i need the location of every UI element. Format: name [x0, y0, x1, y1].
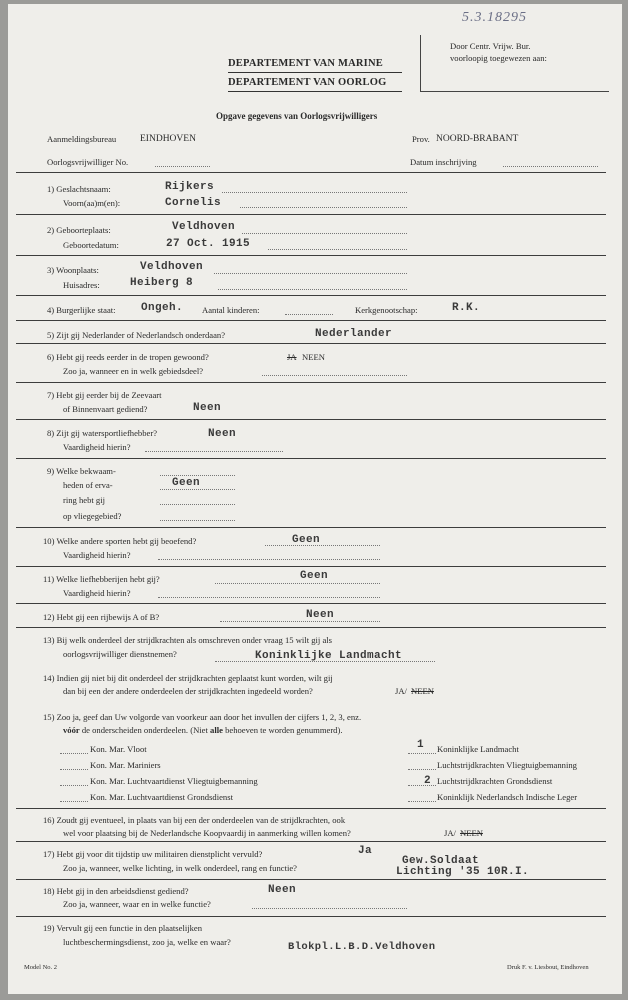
q15-right-option: Luchtstrijdkrachten Grondsdienst	[437, 776, 553, 786]
q16-label-2: wel voor plaatsing bij de Nederlandsche Koopvaardij in aanmerking willen komen?	[63, 828, 351, 838]
q7-label: 7) Hebt gij eerder bij de Zeevaart	[47, 390, 162, 400]
q15-number-2: 2	[424, 775, 432, 787]
q9-line-2	[160, 489, 235, 490]
bureau-value: EINDHOVEN	[140, 134, 196, 144]
rule	[16, 603, 606, 604]
dept-underline-2	[228, 91, 402, 92]
rule	[16, 458, 606, 459]
q13-line	[215, 661, 435, 662]
q15-label: 15) Zoo ja, geef dan Uw volgorde van voorkeur aan door het invullen der cijfers 1, 2, 3, enz.	[43, 712, 362, 722]
q18-answer: Neen	[268, 884, 297, 896]
q15-right-option: Koninklijk Nederlandsch Indische Leger	[437, 792, 578, 802]
q15-number-1: 1	[417, 739, 425, 751]
q12-label: 12) Hebt gij een rijbewijs A of B?	[43, 612, 160, 622]
rule	[16, 172, 606, 173]
q10-label: 10) Welke andere sporten hebt gij beoefend?	[43, 536, 197, 546]
q15-voor: vóór	[63, 725, 80, 735]
q15-right-option: Luchtstrijdkrachten Vliegtuigbemanning	[437, 760, 577, 770]
q17-label-2: Zoo ja, wanneer, welke lichting, in welk onderdeel, rang en functie?	[63, 863, 297, 873]
q15-left-option: Kon. Mar. Vloot	[90, 744, 147, 754]
q10-label-2: Vaardigheid hierin?	[63, 550, 131, 560]
q15-left-line	[60, 769, 88, 770]
q12-line	[220, 621, 380, 622]
volunteer-no-line	[155, 166, 210, 167]
q16-answer: JA/	[444, 828, 456, 838]
q10-line	[265, 545, 380, 546]
q11-line	[215, 583, 380, 584]
q18-label: 18) Hebt gij in den arbeidsdienst gediend?	[43, 886, 189, 896]
q3-line	[214, 273, 407, 274]
q1-firstname: Cornelis	[165, 197, 222, 209]
q15-right-line	[408, 753, 436, 754]
q14-label-2: dan bij een der andere onderdeelen der strijdkrachten ingedeeld worden?	[63, 686, 313, 696]
q15-right-option: Koninklijke Landmacht	[437, 744, 519, 754]
q7-answer: Neen	[193, 402, 222, 414]
q10-answer: Geen	[292, 534, 321, 546]
q15-left-option: Kon. Mar. Luchtvaartdienst Grondsdienst	[90, 792, 233, 802]
datum-line	[503, 166, 598, 167]
centr-line-2: voorloopig toegewezen aan:	[450, 53, 547, 63]
rule	[16, 527, 606, 528]
q14-struck: NEEN	[411, 686, 434, 696]
rule	[16, 255, 606, 256]
q3-label: 3) Woonplaats:	[47, 265, 99, 275]
q4-religion: R.K.	[452, 302, 481, 314]
q13-label: 13) Bij welk onderdeel der strijdkrachten als omschreven onder vraag 15 wilt gij als	[43, 635, 332, 645]
q15-label-2	[63, 725, 342, 735]
q15-right-line	[408, 801, 436, 802]
prov-label: Prov.	[412, 134, 430, 144]
rule	[16, 419, 606, 420]
q4-children-line	[285, 314, 333, 315]
q3-address: Heiberg 8	[130, 277, 194, 289]
q17-lichting: Lichting '35 10R.I.	[396, 866, 530, 878]
rule	[16, 879, 606, 880]
q9-label: 9) Welke bekwaam-	[47, 466, 116, 476]
dept-oorlog: DEPARTEMENT VAN OORLOG	[228, 77, 387, 88]
q5-label: 5) Zijt gij Nederlander of Nederlandsch onderdaan?	[47, 330, 226, 340]
q15-left-line	[60, 753, 88, 754]
q15-left-option: Kon. Mar. Luchtvaartdienst Vliegtuigbemanning	[90, 776, 258, 786]
q9-line	[160, 475, 235, 476]
rule	[16, 916, 606, 917]
centr-line-1: Door Centr. Vrijw. Bur.	[450, 41, 531, 51]
rule	[16, 627, 606, 628]
q15-text-b: behoeven te worden genummerd).	[225, 725, 343, 735]
q8-label-2: Vaardigheid hierin?	[63, 442, 131, 452]
q17-label: 17) Hebt gij voor dit tijdstip uw militairen dienstplicht vervuld?	[43, 849, 263, 859]
q6-label: 6) Hebt gij reeds eerder in de tropen gewoond?	[47, 352, 209, 362]
q2-label-2: Geboortedatum:	[63, 240, 119, 250]
q4-marital-status: Ongeh.	[141, 302, 184, 314]
q13-answer: Koninklijke Landmacht	[255, 650, 403, 662]
q4-children-label: Aantal kinderen:	[202, 305, 260, 315]
q14-label: 14) Indien gij niet bij dit onderdeel der strijdkrachten geplaatst kunt worden, wilt gij	[43, 673, 333, 683]
model-number: Model No. 2	[24, 964, 58, 971]
q19-label-2: luchtbeschermingsdienst, zoo ja, welke en waar?	[63, 937, 231, 947]
q9-answer: Geen	[172, 477, 201, 489]
bureau-label: Aanmeldingsbureau	[47, 134, 117, 144]
q15-left-option: Kon. Mar. Mariniers	[90, 760, 161, 770]
q6-struck: JA	[287, 352, 297, 362]
q2-birthplace: Veldhoven	[172, 221, 236, 233]
q7-label-2: of Binnenvaart gediend?	[63, 404, 148, 414]
datum-label: Datum inschrijving	[410, 157, 477, 167]
q1-surname: Rijkers	[165, 181, 215, 193]
q3-line-2	[218, 289, 407, 290]
q14-answer: JA/	[395, 686, 407, 696]
q15-right-line	[408, 785, 436, 786]
rule	[16, 808, 606, 809]
q15-left-line	[60, 785, 88, 786]
prov-value: NOORD-BRABANT	[436, 134, 519, 144]
volunteer-no-label: Oorlogsvrijwilliger No.	[47, 157, 129, 167]
q1-line	[222, 192, 407, 193]
q9-label-4: op vliegegebied?	[63, 511, 122, 521]
rule	[16, 841, 606, 842]
q10-line-2	[158, 559, 380, 560]
q18-line	[252, 908, 407, 909]
q11-answer: Geen	[300, 570, 329, 582]
q8-answer: Neen	[208, 428, 237, 440]
rule	[16, 214, 606, 215]
q17-rank: Gew.Soldaat	[402, 855, 480, 867]
q15-left-line	[60, 801, 88, 802]
rule	[16, 566, 606, 567]
rule	[16, 343, 606, 344]
q1-label-2: Voorn(aa)m(en):	[63, 198, 121, 208]
q15-right-line	[408, 769, 436, 770]
q16-struck: NEEN	[460, 828, 483, 838]
q11-label-2: Vaardigheid hierin?	[63, 588, 131, 598]
q11-line-2	[158, 597, 380, 598]
printer-credit: Druk F. v. Liesbout, Eindhoven	[507, 964, 589, 971]
q3-residence: Veldhoven	[140, 261, 204, 273]
q8-line	[145, 451, 283, 452]
rule	[16, 320, 606, 321]
q6-line	[262, 375, 407, 376]
archive-number: 5.3.18295	[462, 10, 527, 25]
q1-line-2	[240, 207, 407, 208]
form-subtitle: Opgave gegevens van Oorlogsvrijwilligers	[216, 111, 378, 121]
q2-label: 2) Geboorteplaats:	[47, 225, 111, 235]
q9-line-3	[160, 504, 235, 505]
q5-nationality: Nederlander	[315, 328, 393, 340]
q6-answer: NEEN	[302, 352, 325, 362]
q2-birthdate: 27 Oct. 1915	[166, 238, 251, 250]
q8-label: 8) Zijt gij watersportliefhebber?	[47, 428, 158, 438]
q1-label: 1) Geslachtsnaam:	[47, 184, 111, 194]
q15-alle: alle	[210, 725, 223, 735]
q2-line-2	[268, 249, 407, 250]
q12-answer: Neen	[306, 609, 335, 621]
q4-religion-label: Kerkgenootschap:	[355, 305, 418, 315]
rule	[16, 295, 606, 296]
q2-line	[242, 233, 407, 234]
q6-label-2: Zoo ja, wanneer en in welk gebiedsdeel?	[63, 366, 204, 376]
q3-label-2: Huisadres:	[63, 280, 100, 290]
q19-answer: Blokpl.L.B.D.Veldhoven	[288, 941, 436, 953]
q4-label: 4) Burgerlijke staat:	[47, 305, 116, 315]
q18-label-2: Zoo ja, wanneer, waar en in welke functie?	[63, 899, 211, 909]
q9-line-4	[160, 520, 235, 521]
q15-text-a: de onderscheiden onderdeelen. (Niet	[81, 725, 208, 735]
q13-label-2: oorlogsvrijwilliger dienstnemen?	[63, 649, 177, 659]
q9-label-2: heden of erva-	[63, 480, 113, 490]
q11-label: 11) Welke liefhebberijen hebt gij?	[43, 574, 160, 584]
q17-answer: Ja	[358, 845, 373, 857]
rule	[16, 382, 606, 383]
q16-label: 16) Zoudt gij eventueel, in plaats van bij een der onderdeelen van de strijdkrachten, ook	[43, 815, 346, 825]
dept-marine: DEPARTEMENT VAN MARINE	[228, 58, 383, 69]
q19-label: 19) Vervult gij een functie in den plaatselijken	[43, 923, 203, 933]
dept-underline-1	[228, 72, 402, 73]
q9-label-3: ring hebt gij	[63, 495, 106, 505]
